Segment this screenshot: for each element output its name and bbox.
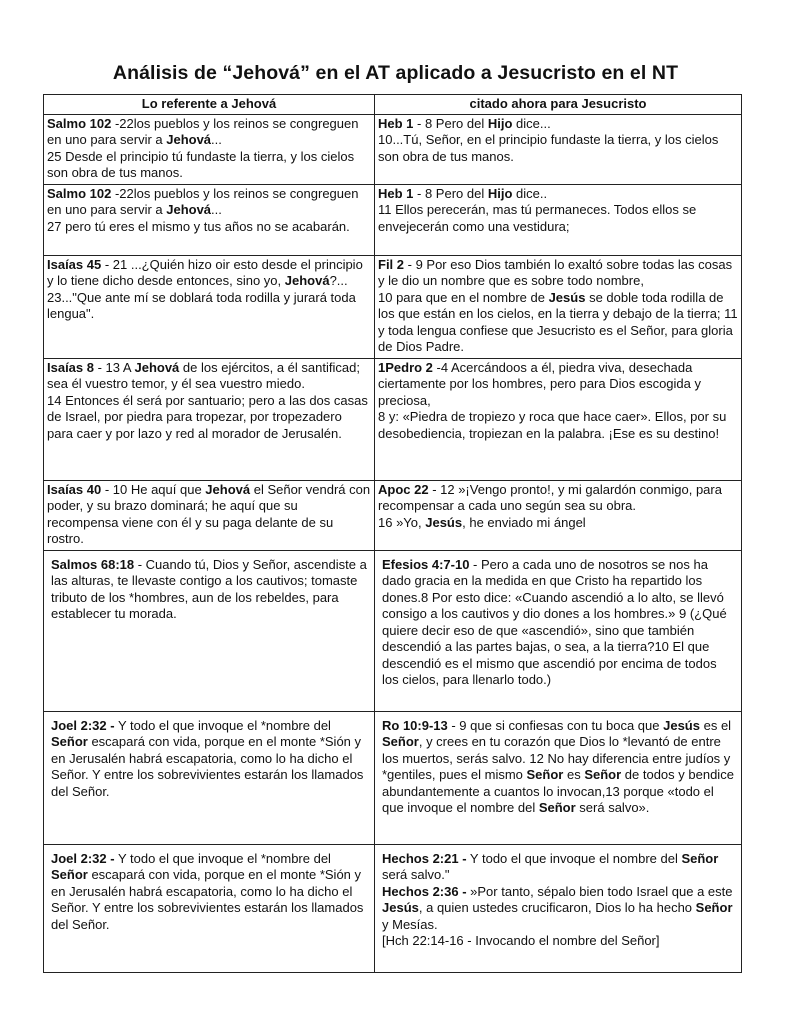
verse-text: [Hch 22:14-16 - Invocando el nombre del Señor] — [382, 933, 660, 948]
bold-text: Isaías 8 — [47, 359, 94, 375]
bold-text: Apoc 22 — [378, 481, 429, 497]
verse-text: - Cuando tú, Dios y Señor, ascendiste a las alturas, te llevaste contigo a los cautivos; tomaste tributo de los *hombres, aun de los rebeldes, para establecer tu morada. — [51, 556, 367, 621]
verse-text: - Pero a cada uno de nosotros se nos ha dado gracia en la medida en que Cristo ha repartido los dones.8 Por esto dice: «Cuando ascendió a lo alto, se llevó consigo a los cautivos y dio dones a los hombres.» 9 (¿Qué quiere decir eso de que «ascendió», sino que también descendió a las partes bajas, o sea, a la tierra?10 El que descendió es el mismo que ascendió por encima de todos los cielos, para llenarlo todo.) — [382, 556, 727, 687]
verse-paragraph — [378, 132, 738, 165]
bold-text: Señor — [584, 767, 622, 782]
verse-text: , y crees en tu corazón que Dios lo *levantó de entre los muertos, serás salvo. 12 No hay diferencia entre judíos y *gentiles, pues el mismo — [382, 734, 731, 782]
verse-paragraph — [51, 557, 368, 623]
verse-text: de todos y bendice abundantemente a cuantos lo invocan,13 porque «todo el que invoque el nombre del — [382, 767, 734, 815]
jesucristo-citation-cell — [375, 358, 742, 480]
bold-text: Efesios 4:7-10 — [382, 556, 470, 572]
verse-paragraph — [378, 482, 738, 515]
table-row — [44, 114, 742, 184]
verse-text: se doble toda rodilla de los que están en los cielos, en la tierra y debajo de la tierra; 11 y toda lengua confiese que Jesucristo es el Señor, para gloria de Dios Padre. — [378, 289, 738, 354]
bold-text: Jesús — [425, 514, 463, 530]
bold-text: Salmos 68:18 — [51, 556, 135, 572]
verse-text: el Señor vendrá con poder, y su brazo dominará; he aquí que su recompensa viene con él y su paga delante de su rostro. — [47, 481, 371, 546]
verse-text: 27 pero tú eres el mismo y tus años no se acabarán. — [47, 218, 350, 234]
jehova-reference-cell — [44, 550, 375, 711]
verse-text: de los ejércitos, a él santificad; sea él vuestro temor, y él sea vuestro miedo. — [47, 359, 360, 391]
table-row — [44, 550, 742, 711]
bold-text: Hechos 2:36 - — [382, 883, 467, 899]
verse-paragraph — [378, 360, 738, 410]
bold-text: Hijo — [487, 185, 513, 201]
jesucristo-citation-cell — [375, 550, 742, 711]
page-title: Análisis de “Jehová” en el AT aplicado a Jesucristo en el NT — [112, 62, 679, 84]
bold-text: Jehová — [205, 481, 251, 497]
verse-text: -22los pueblos y los reinos se congreguen en uno para servir a — [47, 115, 359, 147]
bold-text: Jehová — [166, 132, 212, 147]
verse-paragraph — [382, 718, 735, 817]
verse-paragraph — [382, 933, 735, 950]
table-row — [44, 358, 742, 480]
verse-paragraph — [382, 557, 735, 689]
table-row — [44, 255, 742, 358]
verse-text: ... — [211, 132, 222, 147]
verse-paragraph — [47, 360, 371, 393]
header-right: citado ahora para Jesucristo — [375, 95, 742, 115]
bold-text: Salmo 102 — [47, 115, 112, 131]
verse-text: - 8 Pero del — [413, 185, 488, 201]
bold-text: Jehová — [166, 202, 212, 217]
table-row — [44, 844, 742, 972]
verse-paragraph — [378, 257, 738, 290]
bold-text: Salmo 102 — [47, 185, 112, 201]
verse-text: 23..."Que ante mí se doblará toda rodilla y jurará toda lengua". — [47, 289, 356, 321]
jesucristo-citation-cell — [375, 844, 742, 972]
verse-paragraph — [47, 290, 371, 323]
bold-text: Isaías 40 — [47, 481, 102, 497]
verse-paragraph — [47, 219, 371, 236]
table-row — [44, 184, 742, 255]
jesucristo-citation-cell — [375, 480, 742, 550]
verse-text: »Por tanto, sépalo bien todo Israel que a este — [466, 883, 733, 899]
verse-text: será salvo." — [382, 867, 450, 882]
verse-paragraph — [378, 186, 738, 203]
verse-text: Y todo el que invoque el *nombre del — [114, 717, 331, 733]
bold-text: Joel 2:32 - — [51, 717, 115, 733]
verse-text: será salvo». — [575, 800, 650, 815]
verse-text: Y todo el que invoque el *nombre del — [114, 850, 331, 866]
bold-text: Señor — [382, 734, 419, 749]
verse-paragraph — [47, 186, 371, 219]
bold-text: Señor — [51, 734, 88, 749]
verse-text: 8 y: «Piedra de tropiezo y roca que hace caer». Ellos, por su desobediencia, tropiezan en la palabra. ¡Ese es su destino! — [378, 409, 727, 441]
verse-text: dice... — [512, 115, 551, 131]
jehova-reference-cell — [44, 358, 375, 480]
header-left: Lo referente a Jehová — [44, 95, 375, 115]
bold-text: Jesús — [382, 900, 419, 915]
jehova-reference-cell — [44, 184, 375, 255]
bold-text: Heb 1 — [378, 185, 414, 201]
table-body — [44, 114, 742, 972]
verse-text: , he enviado mi ángel — [462, 514, 586, 530]
verse-text: -4 Acercándoos a él, piedra viva, desechada ciertamente por los hombres, pero para Dios escogida y preciosa, — [378, 359, 701, 408]
comparison-table — [43, 94, 742, 973]
jehova-reference-cell — [44, 480, 375, 550]
verse-text: - 8 Pero del — [413, 115, 488, 131]
verse-paragraph — [382, 851, 735, 884]
jehova-reference-cell — [44, 255, 375, 358]
verse-paragraph — [378, 290, 738, 356]
table-row — [44, 711, 742, 844]
bold-text: Señor — [538, 800, 576, 815]
table-row — [44, 480, 742, 550]
verse-text: 16 »Yo, — [378, 514, 426, 530]
jehova-reference-cell — [44, 711, 375, 844]
verse-paragraph — [378, 409, 738, 442]
verse-text: - 12 »¡Vengo pronto!, y mi galardón conmigo, para recompensar a cada uno según sea su obra. — [378, 481, 722, 513]
verse-text: - 9 Por eso Dios también lo exaltó sobre todas las cosas y le dio un nombre que es sobre todo nombre, — [378, 256, 733, 288]
verse-text: ... — [211, 202, 222, 217]
verse-paragraph — [378, 116, 738, 133]
verse-text: 25 Desde el principio tú fundaste la tierra, y los cielos son obra de tus manos. — [47, 148, 355, 180]
verse-text: ?... — [329, 273, 348, 288]
bold-text: Señor — [695, 900, 733, 915]
verse-paragraph — [382, 884, 735, 934]
bold-text: Jehová — [134, 359, 180, 375]
verse-text: 14 Entonces él será por santuario; pero a las dos casas de Israel, por piedra para tropezar, por tropezadero para caer y por lazo y red al morador de Jerusalén. — [47, 392, 368, 441]
verse-text: Y todo el que invoque el nombre del — [466, 850, 682, 866]
verse-text: 11 Ellos perecerán, mas tú permaneces. Todos ellos se envejecerán como una vestidura; — [378, 202, 697, 234]
verse-text: - 10 He aquí que — [101, 481, 206, 497]
verse-paragraph — [47, 257, 371, 290]
verse-paragraph — [47, 116, 371, 149]
verse-paragraph — [47, 149, 371, 182]
table-header-row — [44, 95, 742, 115]
verse-paragraph — [47, 482, 371, 548]
verse-text: - 21 ...¿Quién hizo oir esto desde el principio y lo tiene dicho desde entonces, sino yo, — [47, 256, 363, 288]
bold-text: Hechos 2:21 - — [382, 850, 467, 866]
verse-paragraph — [378, 515, 738, 532]
bold-text: Jehová — [284, 273, 330, 288]
verse-paragraph — [378, 202, 738, 235]
bold-text: Isaías 45 — [47, 256, 102, 272]
verse-text: , a quien ustedes crucificaron, Dios lo ha hecho — [418, 900, 696, 915]
bold-text: Hijo — [487, 115, 513, 131]
verse-text: dice.. — [512, 185, 548, 201]
bold-text: 1Pedro 2 — [378, 359, 433, 375]
verse-text: 10 para que en el nombre de — [378, 289, 549, 305]
bold-text: Ro 10:9-13 — [382, 717, 448, 733]
verse-text: - 13 A — [94, 359, 135, 375]
verse-text: -22los pueblos y los reinos se congreguen en uno para servir a — [47, 185, 359, 217]
jesucristo-citation-cell — [375, 711, 742, 844]
bold-text: Señor — [681, 850, 719, 866]
jehova-reference-cell — [44, 114, 375, 184]
verse-text: - 9 que si confiesas con tu boca que — [447, 717, 664, 733]
verse-paragraph — [47, 393, 371, 443]
bold-text: Joel 2:32 - — [51, 850, 115, 866]
verse-text: 10...Tú, Señor, en el principio fundaste la tierra, y los cielos son obra de tus manos. — [378, 132, 719, 164]
verse-text: escapará con vida, porque en el monte *Sión y en Jerusalén habrá escapatoria, como lo ha dicho el Señor. Y entre los sobrevivientes estarán los llamados del Señor. — [51, 734, 364, 799]
verse-paragraph — [51, 851, 368, 934]
verse-text: y Mesías. — [382, 916, 438, 932]
jesucristo-citation-cell — [375, 184, 742, 255]
bold-text: Jesús — [548, 289, 586, 305]
verse-text: es el — [699, 717, 732, 733]
jesucristo-citation-cell — [375, 114, 742, 184]
verse-paragraph — [51, 718, 368, 801]
bold-text: Heb 1 — [378, 115, 414, 131]
jehova-reference-cell — [44, 844, 375, 972]
bold-text: Jesús — [663, 717, 700, 733]
jesucristo-citation-cell — [375, 255, 742, 358]
verse-text: escapará con vida, porque en el monte *Sión y en Jerusalén habrá escapatoria, como lo ha dicho el Señor. Y entre los sobrevivientes estarán los llamados del Señor. — [51, 867, 364, 932]
bold-text: Señor — [526, 767, 564, 782]
bold-text: Fil 2 — [378, 256, 405, 272]
verse-text: es — [563, 767, 585, 782]
bold-text: Señor — [51, 867, 88, 882]
